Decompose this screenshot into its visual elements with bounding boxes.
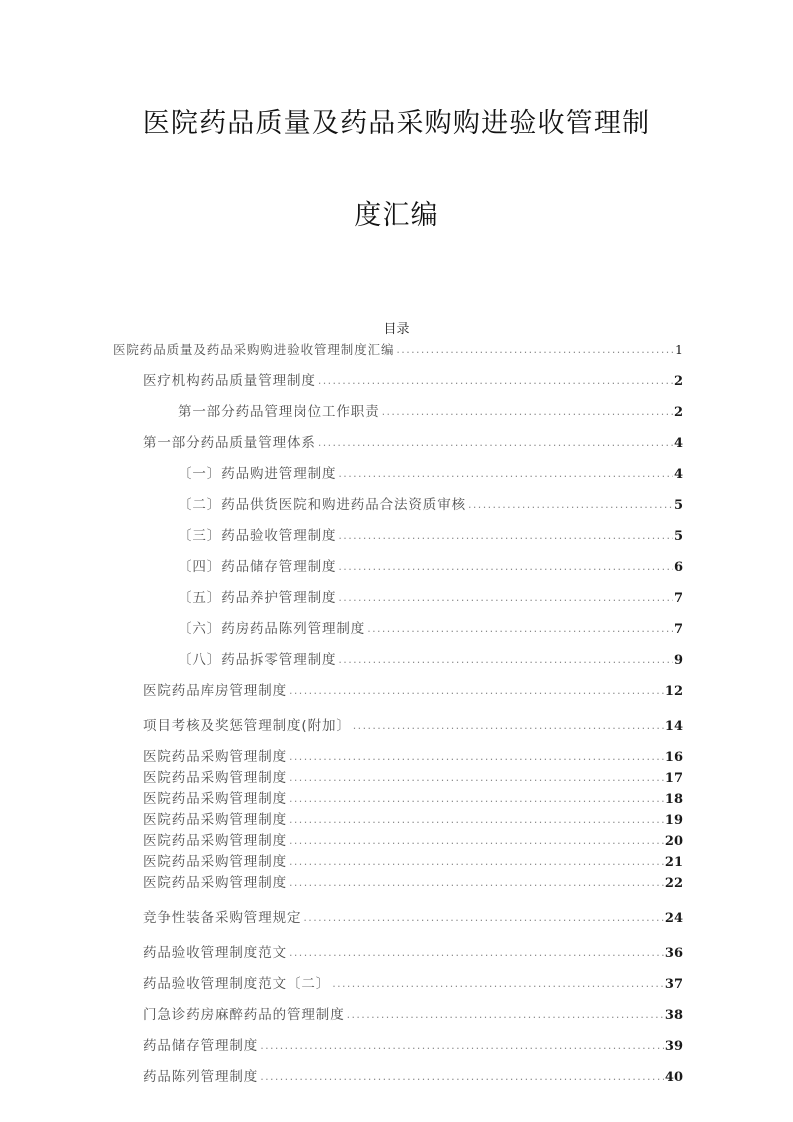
toc-entry-page-number: 38 bbox=[664, 1008, 683, 1023]
toc-leader-dots bbox=[332, 977, 664, 990]
toc-entry-label: 第一部分药品质量管理体系 bbox=[143, 435, 316, 451]
toc-entry-label: 〔一〕药品购进管理制度 bbox=[178, 466, 337, 482]
toc-entry-label: 医院药品采购管理制度 bbox=[143, 812, 287, 828]
toc-entry[interactable] bbox=[113, 941, 683, 961]
toc-leader-dots bbox=[318, 436, 673, 449]
toc-entry[interactable] bbox=[113, 871, 683, 891]
toc-entry-page-number: 24 bbox=[664, 911, 683, 926]
toc-entry-page-number: 22 bbox=[664, 876, 683, 891]
toc-leader-dots bbox=[289, 834, 664, 847]
toc-entry-page-number: 5 bbox=[673, 529, 683, 544]
toc-entry[interactable] bbox=[113, 1003, 683, 1023]
toc-entry-page-number: 17 bbox=[664, 771, 683, 786]
toc-leader-dots bbox=[396, 343, 674, 356]
toc-entry-label: 药品陈列管理制度 bbox=[143, 1069, 259, 1085]
toc-entry[interactable] bbox=[113, 1065, 683, 1085]
toc-entry-label: 药品验收管理制度范文 bbox=[143, 945, 287, 961]
toc-entry-page-number: 21 bbox=[664, 855, 683, 870]
page-title bbox=[0, 104, 793, 236]
toc-entry-page-number: 12 bbox=[664, 684, 683, 699]
toc-entry[interactable] bbox=[113, 829, 683, 849]
toc-leader-dots bbox=[289, 855, 664, 868]
toc-entry-page-number: 4 bbox=[673, 436, 683, 451]
toc-entry-label: 药品验收管理制度范文〔二〕 bbox=[143, 976, 331, 992]
toc-leader-dots bbox=[347, 1008, 664, 1021]
toc-entry[interactable] bbox=[113, 808, 683, 828]
toc-entry[interactable] bbox=[113, 972, 683, 992]
toc-entry-page-number: 7 bbox=[673, 622, 683, 637]
toc-entry-label: 项目考核及奖惩管理制度(附加〕 bbox=[143, 718, 351, 734]
toc-leader-dots bbox=[338, 467, 673, 480]
toc-entry[interactable] bbox=[113, 400, 683, 420]
toc-entry-page-number: 2 bbox=[673, 405, 683, 420]
toc-entry-label: 〔四〕药品储存管理制度 bbox=[178, 559, 337, 575]
toc-entry-label: 〔六〕药房药品陈列管理制度 bbox=[178, 621, 366, 637]
toc-entry-page-number: 39 bbox=[664, 1039, 683, 1054]
toc-leader-dots bbox=[289, 792, 664, 805]
toc-entry[interactable] bbox=[113, 766, 683, 786]
toc-entry[interactable] bbox=[113, 462, 683, 482]
toc-entry-page-number: 37 bbox=[664, 977, 683, 992]
toc-leader-dots bbox=[382, 405, 673, 418]
toc-entry-page-number: 20 bbox=[664, 834, 683, 849]
toc-entry-label: 〔二〕药品供货医院和购进药品合法资质审核 bbox=[178, 497, 466, 513]
toc-entry-page-number: 5 bbox=[673, 498, 683, 513]
toc-leader-dots bbox=[260, 1070, 664, 1083]
toc-leader-dots bbox=[338, 591, 673, 604]
toc-leader-dots bbox=[289, 684, 664, 697]
toc-entry-page-number: 36 bbox=[664, 946, 683, 961]
toc-entry-label: 医院药品采购管理制度 bbox=[143, 749, 287, 765]
table-of-contents bbox=[113, 340, 683, 1085]
toc-entry-label: 门急诊药房麻醉药品的管理制度 bbox=[143, 1007, 345, 1023]
toc-leader-dots bbox=[338, 653, 673, 666]
toc-entry[interactable] bbox=[113, 1034, 683, 1054]
toc-leader-dots bbox=[303, 911, 664, 924]
toc-entry[interactable] bbox=[113, 679, 683, 699]
toc-leader-dots bbox=[289, 876, 664, 889]
toc-entry-page-number: 14 bbox=[664, 719, 683, 734]
toc-entry[interactable] bbox=[113, 431, 683, 451]
toc-heading: 目录 bbox=[383, 322, 410, 337]
toc-entry-label: 医疗机构药品质量管理制度 bbox=[143, 373, 316, 389]
toc-entry[interactable] bbox=[113, 714, 683, 734]
toc-entry[interactable] bbox=[113, 340, 683, 358]
toc-entry-page-number: 9 bbox=[673, 653, 683, 668]
toc-entry-page-number: 4 bbox=[673, 467, 683, 482]
toc-entry-page-number: 19 bbox=[664, 813, 683, 828]
toc-leader-dots bbox=[367, 622, 673, 635]
toc-entry-label: 医院药品采购管理制度 bbox=[143, 854, 287, 870]
toc-entry-label: 〔三〕药品验收管理制度 bbox=[178, 528, 337, 544]
toc-leader-dots bbox=[338, 560, 673, 573]
toc-entry[interactable] bbox=[113, 787, 683, 807]
toc-leader-dots bbox=[260, 1039, 664, 1052]
toc-entry-label: 医院药品质量及药品采购购进验收管理制度汇编 bbox=[113, 342, 395, 357]
toc-entry-label: 第一部分药品管理岗位工作职责 bbox=[178, 404, 380, 420]
toc-entry-page-number: 6 bbox=[673, 560, 683, 575]
toc-entry[interactable] bbox=[113, 369, 683, 389]
page-title-line-2: 度汇编 bbox=[354, 200, 439, 231]
toc-entry-label: 医院药品采购管理制度 bbox=[143, 770, 287, 786]
toc-entry-page-number: 1 bbox=[675, 342, 683, 357]
toc-entry[interactable] bbox=[113, 524, 683, 544]
toc-entry-label: 医院药品采购管理制度 bbox=[143, 791, 287, 807]
toc-leader-dots bbox=[338, 529, 673, 542]
toc-entry-label: 医院药品采购管理制度 bbox=[143, 875, 287, 891]
toc-leader-dots bbox=[289, 771, 664, 784]
toc-entry-label: 竞争性装备采购管理规定 bbox=[143, 910, 302, 926]
toc-leader-dots bbox=[289, 813, 664, 826]
toc-entry[interactable] bbox=[113, 648, 683, 668]
toc-entry[interactable] bbox=[113, 745, 683, 765]
toc-leader-dots bbox=[289, 946, 664, 959]
toc-entry-label: 医院药品库房管理制度 bbox=[143, 683, 287, 699]
toc-entry-label: 〔八〕药品拆零管理制度 bbox=[178, 652, 337, 668]
toc-entry[interactable] bbox=[113, 586, 683, 606]
toc-entry[interactable] bbox=[113, 850, 683, 870]
toc-entry-page-number: 40 bbox=[664, 1070, 683, 1085]
toc-entry[interactable] bbox=[113, 906, 683, 926]
toc-entry-label: 医院药品采购管理制度 bbox=[143, 833, 287, 849]
toc-leader-dots bbox=[353, 719, 664, 732]
toc-entry[interactable] bbox=[113, 617, 683, 637]
toc-entry-label: 药品储存管理制度 bbox=[143, 1038, 259, 1054]
toc-leader-dots bbox=[289, 750, 664, 763]
toc-entry-page-number: 16 bbox=[664, 750, 683, 765]
toc-entry-page-number: 7 bbox=[673, 591, 683, 606]
toc-entry-label: 〔五〕药品养护管理制度 bbox=[178, 590, 337, 606]
toc-entry[interactable] bbox=[113, 555, 683, 575]
page-title-line-1: 医院药品质量及药品采购购进验收管理制 bbox=[142, 108, 651, 139]
toc-leader-dots bbox=[468, 498, 673, 511]
toc-entry-page-number: 18 bbox=[664, 792, 683, 807]
toc-entry-page-number: 2 bbox=[673, 374, 683, 389]
toc-leader-dots bbox=[318, 374, 673, 387]
toc-entry[interactable] bbox=[113, 493, 683, 513]
